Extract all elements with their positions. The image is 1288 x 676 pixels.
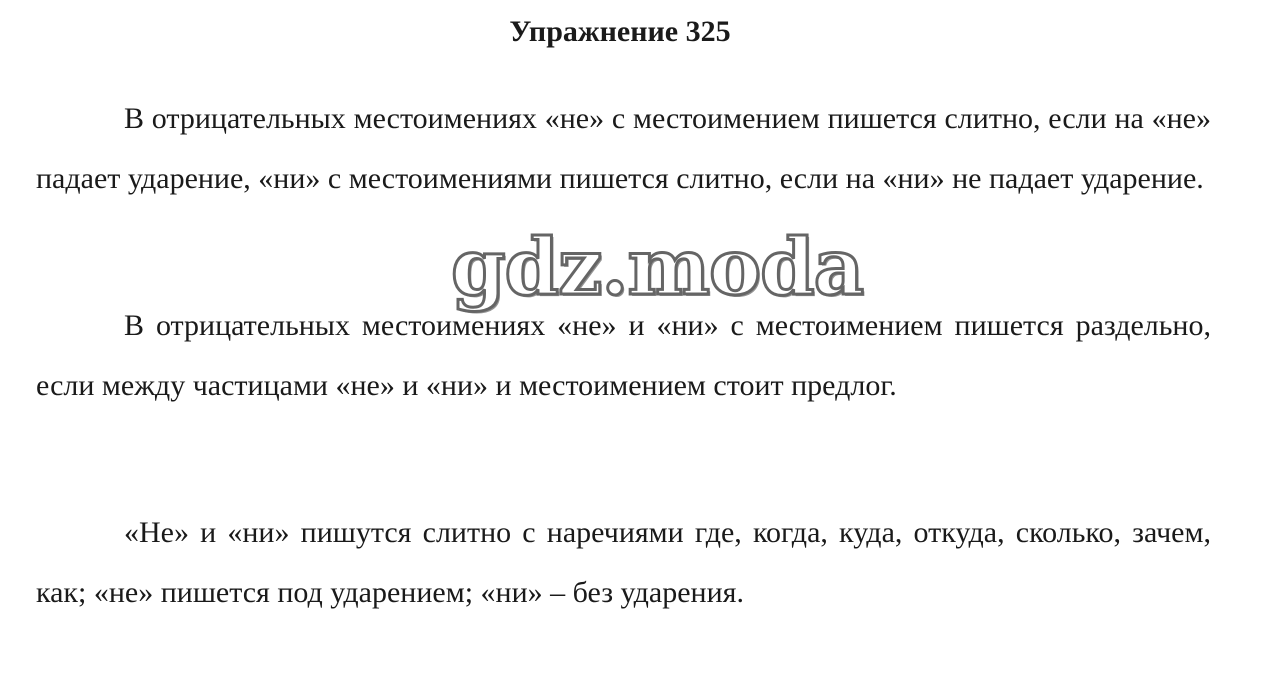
paragraph-2: В отрицательных местоимениях «не» и «ни» с местоимением пишется раздельно, если между частицами «не» и «ни» и местоимением стоит предлог. (36, 309, 1211, 402)
paragraph-3: «Не» и «ни» пишутся слитно с наречиями где, когда, куда, откуда, сколько, зачем, как; «не» пишется под ударением; «ни» – без ударения. (36, 516, 1211, 609)
exercise-title: Упражнение 325 (509, 15, 731, 48)
watermark-logo: gdz.moda (451, 222, 864, 313)
paragraph-1: В отрицательных местоимениях «не» с местоимением пишется слитно, если на «не» падает ударение, «ни» с местоимениями пишется слитно, если на «ни» не падает ударение. (36, 102, 1211, 195)
